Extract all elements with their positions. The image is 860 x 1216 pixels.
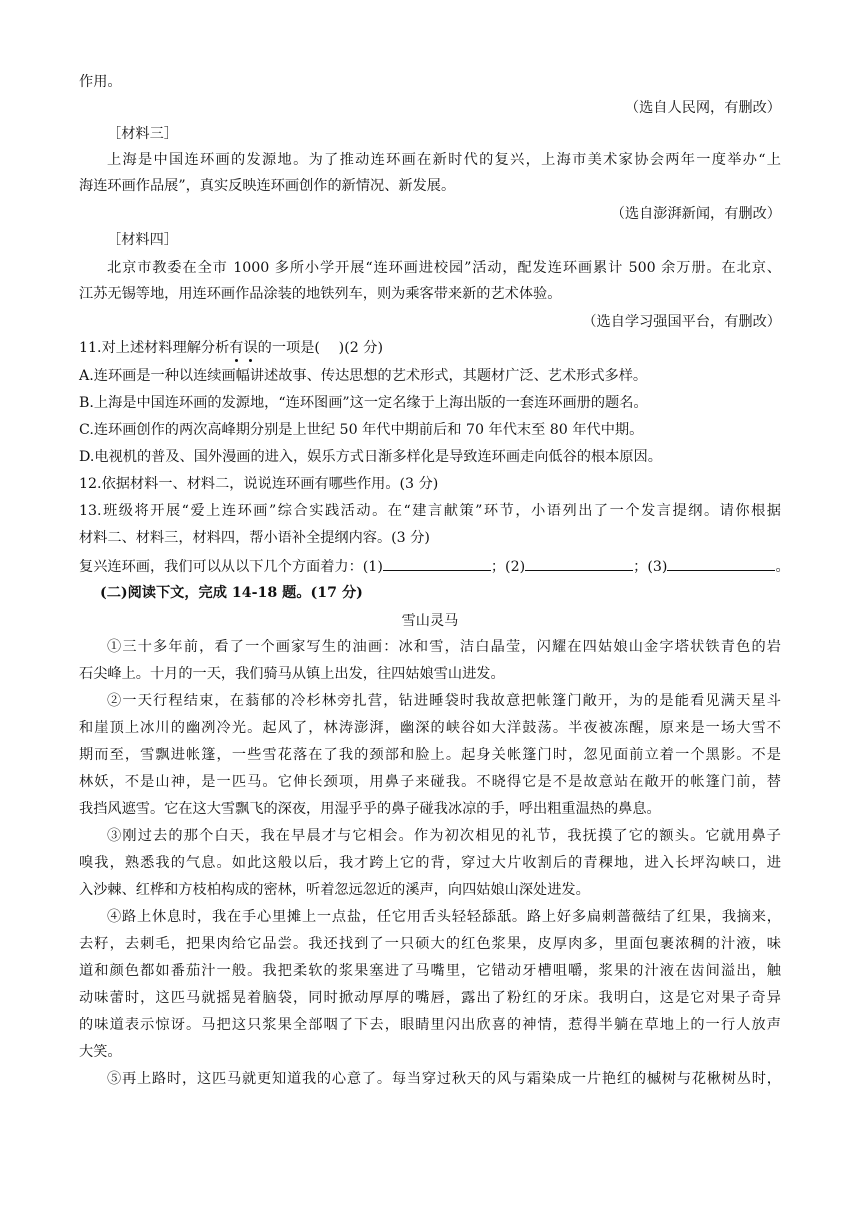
paragraph-line: ①三十多年前，看了一个画家写生的油画：冰和雪，洁白晶莹，闪耀在四姑娘山金字塔状铁青色的岩 [107,639,781,655]
answer-blank-2[interactable] [525,556,633,571]
text-line: 作用。 [79,74,122,90]
paragraph-line: 的味道表示惊讶。马把这只浆果全部咽了下去，眼睛里闪出欣喜的神情，惹得半躺在草地上的一行人放声 [79,1017,781,1033]
text-line: 上海是中国连环画的发源地。为了推动连环画在新时代的复兴，上海市美术家协会两年一度举办“上 [107,152,781,168]
fill-in-prompt: 复兴连环画，我们可以从以下几个方面着力：(1) [79,559,383,575]
emphasis-char [229,340,243,356]
paragraph-line: 我挡风遮雪。它在这大雪飘飞的深夜，用湿乎乎的鼻子碰我冰凉的手，呼出粗重温热的鼻息。 [79,801,661,817]
question-text: 11.对上述材料理解分析 [79,340,230,356]
section-heading: ［材料三］ [107,126,178,142]
fill-in-end: 。 [775,559,790,575]
paragraph-line: 石尖峰上。十月的一天，我们骑马从镇上出发，往四姑娘雪山进发。 [79,666,505,682]
paragraph-line: 和崖顶上冰川的幽冽冷光。起风了，林涛澎湃，幽深的峡谷如大洋鼓荡。半夜被冻醒，原来是一场大雪不 [79,720,781,736]
paragraph-line: 林妖，不是山神，是一匹马。它伸长颈项，用鼻子来碰我。不晓得它是不是故意站在敞开的帐篷门前，替 [79,774,781,790]
paragraph-line: 大笑。 [79,1044,122,1060]
paragraph-line: 嗅我，熟悉我的气息。如此这般以后，我才跨上它的背，穿过大片收割后的青稞地，进入长坪沟峡口，进 [79,855,781,871]
option-b: B.上海是中国连环画的发源地，“连环图画”这一定名缘于上海出版的一套连环画册的题名。 [79,395,648,411]
text-line: 海连环画作品展”，真实反映连环画创作的新情况、新发展。 [79,178,456,194]
paragraph-line: ③刚过去的那个白天，我在早晨才与它相会。作为初次相见的礼节，我抚摸了它的额头。它就用鼻子 [107,828,781,844]
paragraph-line: 期而至，雪飘进帐篷，一些雪花落在了我的颈部和脸上。起身关帐篷门时，忽见面前立着一个黑影。不是 [79,747,781,763]
emphasis-char [243,340,257,356]
paragraph-line: 入沙棘、红桦和方枝柏构成的密林，听着忽远忽近的溪声，向四姑娘山深处进发。 [79,882,590,898]
emphasis-text: 误 [243,340,258,356]
emphasis-text: 有 [229,340,244,356]
emphasis-dot [249,359,252,362]
option-a: A.连环画是一种以连续画幅讲述故事、传达思想的艺术形式，其题材广泛、艺术形式多样。 [79,368,648,384]
answer-blank-1[interactable] [383,556,491,571]
question-13: 13.班级将开展“爱上连环画”综合实践活动。在“建言献策”环节，小语列出了一个发言提纲。请你根据 [79,503,781,519]
paragraph-line: 道和颜色都如番茄汁一般。我把柔软的浆果塞进了马嘴里，它错动牙槽咀嚼，浆果的汁液在齿间溢出，触 [79,963,781,979]
paragraph-line: 去籽，去刺毛，把果肉给它品尝。我还找到了一只硕大的红色浆果，皮厚肉多，里面包裹浓稠的汁液，味 [79,936,781,952]
question-13-cont: 材料二、材料三，材料四，帮小语补全提纲内容。(3 分) [79,530,430,546]
fill-in-line [79,556,790,577]
paragraph-line: ②一天行程结束，在蓊郁的冷杉林旁扎营，钻进睡袋时我故意把帐篷门敞开，为的是能看见满天星斗 [107,693,781,709]
section-heading: ［材料四］ [107,232,178,248]
paragraph-line: 动味蕾时，这匹马就摇晃着脑袋，同时掀动厚厚的嘴唇，露出了粉红的牙床。我明白，这是它对果子奇异 [79,990,781,1006]
question-12: 12.依据材料一、材料二，说说连环画有哪些作用。(3 分) [79,476,439,492]
article-title: 雪山灵马 [401,613,459,629]
fill-in-sep: ；(3) [633,559,668,575]
fill-in-sep: ；(2) [490,559,526,575]
section-title: (二)阅读下文，完成 14-18 题。(17 分) [100,585,363,601]
option-c: C.连环画创作的两次高峰期分别是上世纪 50 年代中期前后和 70 年代末至 80 年代中期。 [79,422,644,438]
source-note: （选自人民网，有删改） [624,100,781,116]
paragraph-line: ④路上休息时，我在手心里摊上一点盐，任它用舌头轻轻舔舐。路上好多扁刺蔷薇结了红果，我摘来， [107,909,781,925]
question-text: 的一项是( )(2 分) [257,340,383,356]
text-line: 北京市教委在全市 1000 多所小学开展“连环画进校园”活动，配发连环画累计 500 余万册。在北京、 [107,260,781,276]
source-note: （选自澎湃新闻，有删改） [610,206,781,222]
paragraph-line: ⑤再上路时，这匹马就更知道我的心意了。每当穿过秋天的风与霜染成一片艳红的槭树与花楸树丛时， [107,1071,781,1087]
option-d: D.电视机的普及、国外漫画的进入，娱乐方式日渐多样化是导致连环画走向低谷的根本原因。 [79,449,662,465]
source-note: （选自学习强国平台，有删改） [582,314,781,330]
question-11 [79,338,781,358]
answer-blank-3[interactable] [667,556,775,571]
emphasis-dot [235,359,238,362]
text-line: 江苏无锡等地，用连环画作品涂装的地铁列车，则为乘客带来新的艺术体验。 [79,286,562,302]
